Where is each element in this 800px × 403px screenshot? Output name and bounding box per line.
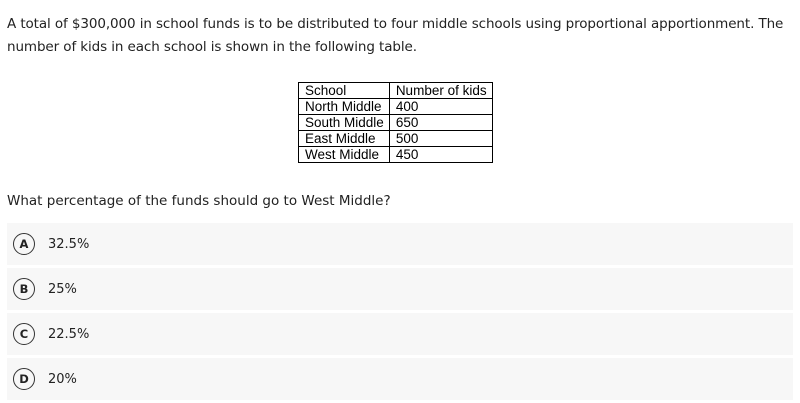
school-name-cell: North Middle <box>299 99 390 115</box>
school-name-cell: West Middle <box>299 147 390 163</box>
table-row <box>299 131 493 147</box>
choice-text: 22.5% <box>48 326 90 342</box>
table-row <box>299 99 493 115</box>
answer-choices <box>7 223 793 403</box>
choice-d[interactable] <box>7 358 793 400</box>
school-table-container <box>298 82 493 163</box>
header-school: School <box>299 83 390 99</box>
school-name-cell: South Middle <box>299 115 390 131</box>
header-number-of-kids: Number of kids <box>389 83 492 99</box>
kids-count-cell: 500 <box>389 131 492 147</box>
table-row <box>299 115 493 131</box>
kids-count-cell: 400 <box>389 99 492 115</box>
question-text: A total of $300,000 in school funds is to be distributed to four middle schools using proportional apportionment. The number of kids in each school is shown in the following table. <box>7 16 784 55</box>
choice-letter-badge: B <box>13 278 35 300</box>
choice-letter-badge: C <box>13 323 35 345</box>
table-header-row <box>299 83 493 99</box>
choice-b[interactable] <box>7 268 793 310</box>
table-row <box>299 147 493 163</box>
choice-letter-badge: D <box>13 368 35 390</box>
choice-letter-badge: A <box>13 233 35 255</box>
kids-count-cell: 650 <box>389 115 492 131</box>
choice-text: 32.5% <box>48 236 90 252</box>
choice-text: 25% <box>48 281 77 297</box>
school-name-cell: East Middle <box>299 131 390 147</box>
question-prompt: What percentage of the funds should go to West Middle? <box>7 193 391 209</box>
choice-a[interactable] <box>7 223 793 265</box>
choice-c[interactable] <box>7 313 793 355</box>
kids-count-cell: 450 <box>389 147 492 163</box>
choice-text: 20% <box>48 371 77 387</box>
school-kids-table <box>298 82 493 163</box>
